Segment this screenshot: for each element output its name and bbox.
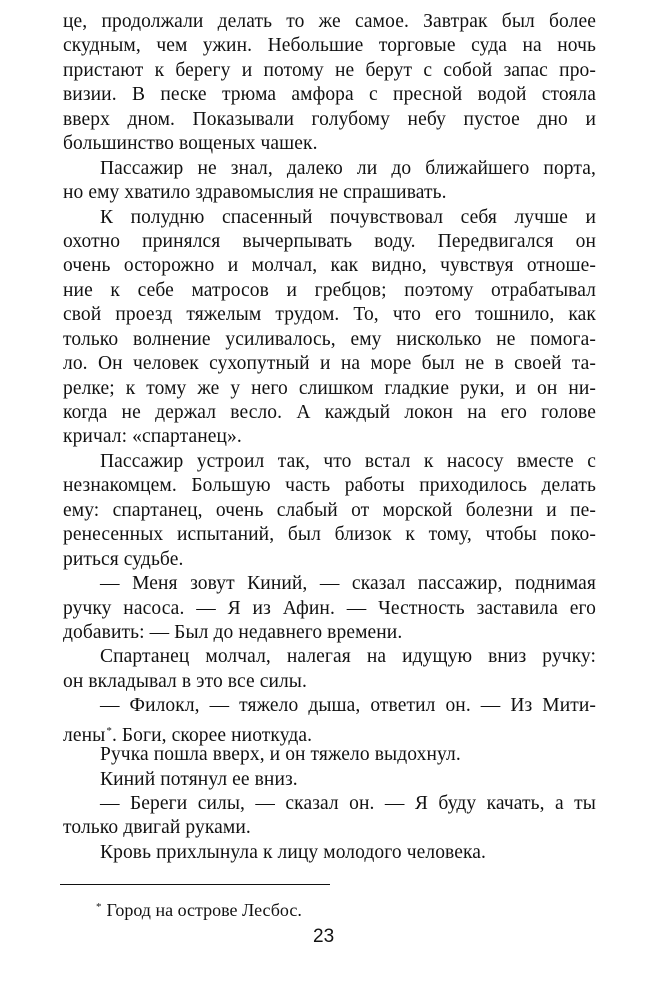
text-line: К полудню спасенный почувствовал себя лучше и (100, 206, 596, 228)
text-line: только волнение усиливалось, ему нисколько не помога- (63, 328, 596, 350)
body-text (63, 10, 596, 865)
text-line: кричал: «спартанец». (63, 426, 242, 448)
text-line: но ему хватило здравомыслия не спрашивать. (63, 182, 447, 204)
text-line: Пассажир не знал, далеко ли до ближайшего порта, (100, 157, 596, 179)
text-line: ручку насоса. — Я из Афин. — Честность заставила его (63, 597, 596, 619)
text-line: вверх дном. Показывали голубому небу пустое дно и (63, 108, 596, 130)
text-line-with-footnote (63, 719, 596, 746)
text-line: только двигай руками. (63, 817, 251, 839)
text-line: Кровь прихлынула к лицу молодого человека. (100, 841, 487, 863)
text-line: он вкладывал в это все силы. (63, 670, 307, 692)
text-line: Киний потянул ее вниз. (100, 768, 298, 790)
footnote-reference-mark: * (106, 724, 112, 737)
text-line: це, продолжали делать то же самое. Завтрак был более (63, 11, 596, 32)
line-text-before-mark: лены (63, 724, 106, 746)
text-line: очень осторожно и молчал, как видно, чувствуя отноше- (63, 255, 596, 277)
footnote-mark: * (96, 901, 102, 913)
text-line: свой проезд тяжелым трудом. То, что его тошнило, как (63, 304, 596, 326)
text-line: ренесенных испытаний, был близок к тому, чтобы поко- (63, 524, 596, 546)
text-line: визии. В песке трюма амфора с пресной водой стояла (63, 84, 596, 106)
text-line: — Береги силы, — сказал он. — Я буду качать, а ты (100, 793, 596, 814)
text-line: пристают к берегу и потому не берут с собой запас про- (63, 59, 596, 81)
text-line: ему: спартанец, очень слабый от морской болезни и пе- (63, 499, 596, 521)
text-line: Пассажир устроил так, что встал к насосу вместе с (100, 450, 596, 472)
footnote-text: Город на острове Лесбос. (106, 900, 302, 920)
text-line: скудным, чем ужин. Небольшие торговые суда на ночь (63, 35, 596, 57)
text-line: релке; к тому же у него слишком гладкие руки, и он ни- (63, 377, 596, 399)
text-line: незнакомцем. Большую часть работы приходилось делать (63, 475, 596, 497)
text-line: — Меня зовут Киний, — сказал пассажир, поднимая (100, 573, 596, 595)
text-line: риться судьбе. (63, 548, 184, 570)
text-line: Ручка пошла вверх, и он тяжело выдохнул. (100, 744, 461, 766)
footnote-divider (60, 884, 330, 885)
text-line: большинство вощеных чашек. (63, 133, 318, 155)
text-line: ние к себе матросов и гребцов; поэтому отрабатывал (63, 279, 596, 301)
text-line: — Филокл, — тяжело дыша, ответил он. — Из Мити- (100, 695, 596, 717)
text-line: добавить: — Был до недавнего времени. (63, 621, 403, 643)
footnote (96, 896, 302, 921)
text-line: когда не держал весло. А каждый локон на его голове (63, 402, 596, 423)
line-text-after-mark: . Боги, скорее ниоткуда. (111, 724, 313, 746)
page-number: 23 (313, 926, 335, 947)
text-line: ло. Он человек сухопутный и на море был не в своей та- (63, 353, 596, 375)
text-line: охотно принялся вычерпывать воду. Передвигался он (63, 230, 596, 252)
text-line: Спартанец молчал, налегая на идущую вниз ручку: (100, 646, 596, 668)
